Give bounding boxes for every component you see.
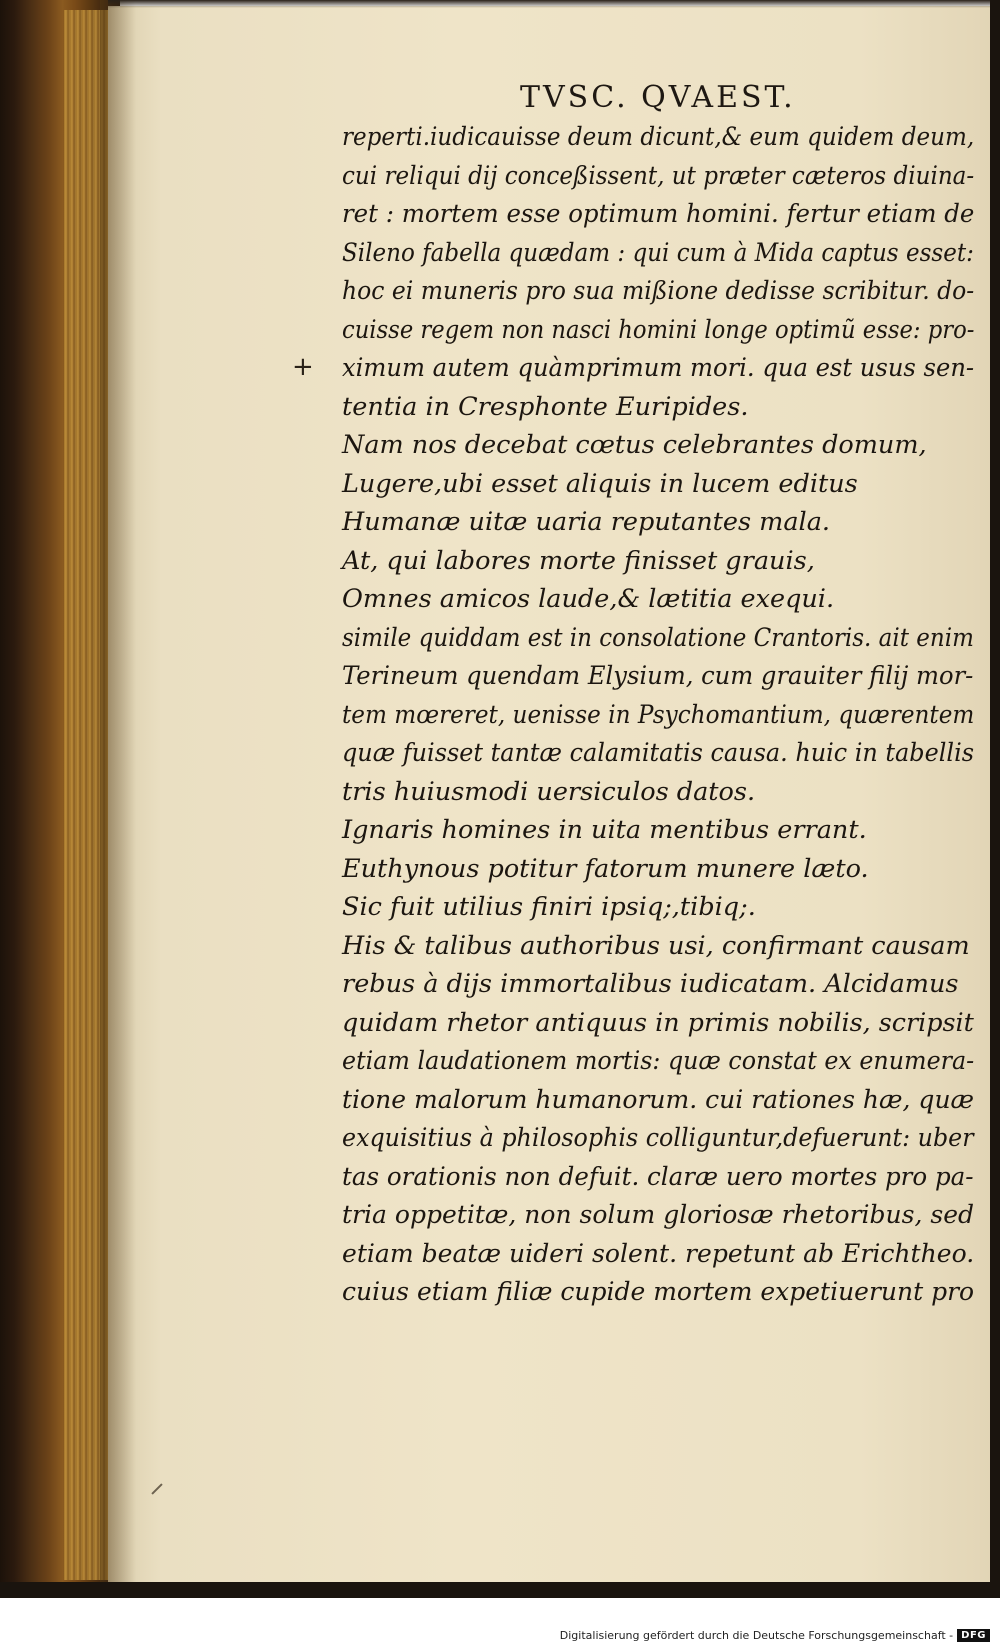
text-line: etiam beatæ uideri solent. repetunt ab Erichtheo. bbox=[342, 1238, 975, 1269]
text-line: Sic fuit utilius finiri ipsiq;,tibiq;. bbox=[342, 892, 756, 922]
text-line: etiam laudationem mortis: quæ constat ex enumera- bbox=[342, 1046, 975, 1076]
text-line: Euthynous potitur fatorum munere læto. bbox=[342, 853, 869, 884]
text-line: simile quiddam est in consolatione Crantoris. ait enim bbox=[342, 622, 974, 653]
text-line: Sileno fabella quædam : qui cum à Mida captus esset: bbox=[342, 237, 974, 268]
text-line: exquisitius à philosophis colliguntur,defuerunt: uber bbox=[342, 1123, 974, 1153]
text-line: Nam nos decebat cœtus celebrantes domum, bbox=[342, 430, 927, 460]
body-text bbox=[342, 118, 982, 1312]
text-line: Lugere,ubi esset aliquis in lucem editus bbox=[342, 468, 858, 499]
gutter-shadow bbox=[100, 0, 136, 1590]
text-line: His & talibus authoribus usi, confirmant causam bbox=[342, 930, 970, 961]
text-line: tria oppetitæ, non solum gloriosæ rhetoribus, sed bbox=[342, 1200, 975, 1230]
text-line: cuisse regem non nasci homini longe optimũ esse: pro- bbox=[342, 314, 975, 345]
text-line: quæ fuisset tantæ calamitatis causa. huic in tabellis bbox=[342, 738, 975, 768]
top-shadow bbox=[108, 0, 992, 8]
text-line: tris huiusmodi uersiculos datos. bbox=[342, 776, 756, 807]
text-line: Omnes amicos laude,& lætitia exequi. bbox=[342, 584, 835, 614]
margin-cross-mark: + bbox=[292, 352, 314, 382]
funding-footer bbox=[560, 1626, 990, 1644]
text-line: tentia in Cresphonte Euripides. bbox=[342, 391, 749, 422]
bottom-scan-edge bbox=[0, 1582, 1000, 1598]
text-line: Terineum quendam Elysium, cum grauiter filij mor- bbox=[342, 661, 974, 691]
dfg-logo: DFG bbox=[957, 1629, 990, 1642]
text-line: cuius etiam filiæ cupide mortem expetiuerunt pro bbox=[342, 1277, 975, 1307]
footer-text: Digitalisierung gefördert durch die Deutsche Forschungsgemeinschaft - bbox=[559, 1628, 954, 1642]
text-line: tione malorum humanorum. cui rationes hæ, quæ bbox=[342, 1084, 975, 1115]
text-line: quidam rhetor antiquus in primis nobilis, scripsit bbox=[342, 1007, 974, 1038]
text-line: At, qui labores morte finisset grauis, bbox=[342, 545, 815, 576]
text-line: hoc ei muneris pro sua mißione dedisse scribitur. do- bbox=[342, 276, 975, 306]
right-scan-edge bbox=[990, 0, 1000, 1590]
text-line: cui reliqui dij conceßissent, ut præter cæteros diuina- bbox=[342, 160, 975, 191]
running-head: TVSC. QVAEST. bbox=[520, 80, 796, 115]
text-line: Humanæ uitæ uaria reputantes mala. bbox=[342, 507, 830, 537]
text-line: reperti.iudicauisse deum dicunt,& eum quidem deum, bbox=[342, 122, 975, 152]
text-line: ximum autem quàmprimum mori. qua est usus sen- bbox=[342, 353, 975, 383]
text-line: rebus à dijs immortalibus iudicatam. Alcidamus bbox=[342, 969, 959, 999]
text-line: Ignaris homines in uita mentibus errant. bbox=[342, 815, 867, 845]
text-line: ret : mortem esse optimum homini. fertur etiam de bbox=[342, 199, 975, 229]
text-line: tas orationis non defuit. claræ uero mortes pro pa- bbox=[342, 1161, 974, 1192]
text-line: tem mœreret, uenisse in Psychomantium, quærentem bbox=[342, 699, 975, 730]
